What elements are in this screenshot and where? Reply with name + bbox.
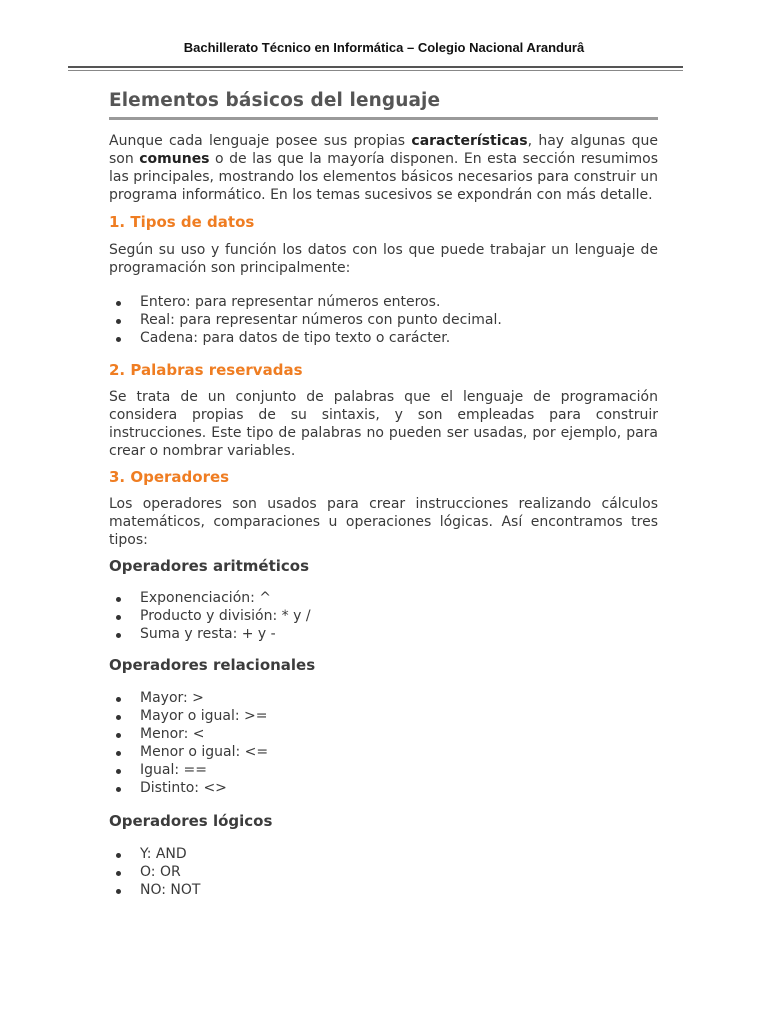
- list-item: [109, 311, 658, 329]
- section1-paragraph: Según su uso y función los datos con los que puede trabajar un lenguaje de programación son principalmente:: [109, 242, 658, 276]
- list-item-text: Y: AND: [140, 846, 187, 862]
- list-item: [109, 743, 658, 761]
- bullet-icon: [116, 787, 121, 792]
- list-item-text: NO: NOT: [140, 882, 201, 898]
- bullet-icon: [116, 733, 121, 738]
- section3-paragraph: Los operadores son usados para crear instrucciones realizando cálculos matemáticos, comparaciones u operaciones lógicas. Así encontramos tres tipos:: [109, 496, 658, 548]
- arithmetic-operators-list: [109, 589, 658, 643]
- intro-text-3: o de las que la mayoría disponen. En esta sección resumimos las principales, mostrando los elementos básicos necesarios para construir un programa informático. En los temas sucesivos se expondrán con más detalle.: [109, 151, 658, 203]
- list-item: [109, 607, 658, 625]
- list-item: [109, 329, 658, 347]
- page-header: Bachillerato Técnico en Informática – Colegio Nacional Arandurâ: [183, 40, 585, 55]
- intro-bold-comunes: comunes: [139, 151, 210, 167]
- list-item: [109, 881, 658, 899]
- section2-paragraph: Se trata de un conjunto de palabras que el lenguaje de programación considera propias de su sintaxis, y son empleadas para construir instrucciones. Este tipo de palabras no pueden ser usadas, por ejemplo, para crear o nombrar variables.: [109, 389, 658, 459]
- list-item-text: Producto y división: * y /: [140, 608, 311, 624]
- bullet-icon: [116, 301, 121, 306]
- bullet-icon: [116, 697, 121, 702]
- list-item-text: Igual: ==: [140, 762, 207, 778]
- list-item-text: O: OR: [140, 864, 181, 880]
- bullet-icon: [116, 319, 121, 324]
- intro-bold-caracteristicas: características: [411, 133, 528, 149]
- bullet-icon: [116, 769, 121, 774]
- list-item: [109, 845, 658, 863]
- bullet-icon: [116, 597, 121, 602]
- document-title: Elementos básicos del lenguaje: [109, 90, 658, 120]
- data-types-list: [109, 293, 658, 347]
- list-item-text: Mayor o igual: >=: [140, 708, 268, 724]
- intro-paragraph: [109, 132, 658, 204]
- section-heading-palabras-reservadas: 2. Palabras reservadas: [109, 361, 303, 379]
- subheading-operadores-aritmeticos: Operadores aritméticos: [109, 557, 310, 575]
- list-item-text: Menor o igual: <=: [140, 744, 269, 760]
- subheading-operadores-logicos: Operadores lógicos: [109, 812, 273, 830]
- list-item-text: Entero: para representar números enteros.: [140, 294, 441, 310]
- list-item: [109, 863, 658, 881]
- list-item: [109, 293, 658, 311]
- bullet-icon: [116, 715, 121, 720]
- list-item: [109, 707, 658, 725]
- bullet-icon: [116, 871, 121, 876]
- relational-operators-list: [109, 689, 658, 797]
- logical-operators-list: [109, 845, 658, 899]
- document-body: [109, 90, 658, 899]
- bullet-icon: [116, 337, 121, 342]
- list-item-text: Mayor: >: [140, 690, 204, 706]
- list-item-text: Exponenciación: ^: [140, 590, 272, 606]
- subheading-operadores-relacionales: Operadores relacionales: [109, 656, 316, 674]
- list-item: [109, 779, 658, 797]
- list-item-text: Distinto: <>: [140, 780, 227, 796]
- list-item: [109, 761, 658, 779]
- intro-text-1: Aunque cada lenguaje posee sus propias: [109, 133, 412, 149]
- list-item-text: Menor: <: [140, 726, 205, 742]
- section-heading-tipos-de-datos: 1. Tipos de datos: [109, 213, 255, 231]
- bullet-icon: [116, 633, 121, 638]
- header-rule: [68, 66, 683, 68]
- list-item-text: Cadena: para datos de tipo texto o carácter.: [140, 330, 451, 346]
- list-item: [109, 725, 658, 743]
- intro-text-2: , hay algunas que son: [109, 133, 659, 167]
- list-item-text: Real: para representar números con punto decimal.: [140, 312, 502, 328]
- bullet-icon: [116, 615, 121, 620]
- list-item: [109, 689, 658, 707]
- list-item: [109, 625, 658, 643]
- bullet-icon: [116, 889, 121, 894]
- bullet-icon: [116, 751, 121, 756]
- list-item: [109, 589, 658, 607]
- bullet-icon: [116, 853, 121, 858]
- section-heading-operadores: 3. Operadores: [109, 468, 230, 486]
- list-item-text: Suma y resta: + y -: [140, 626, 276, 642]
